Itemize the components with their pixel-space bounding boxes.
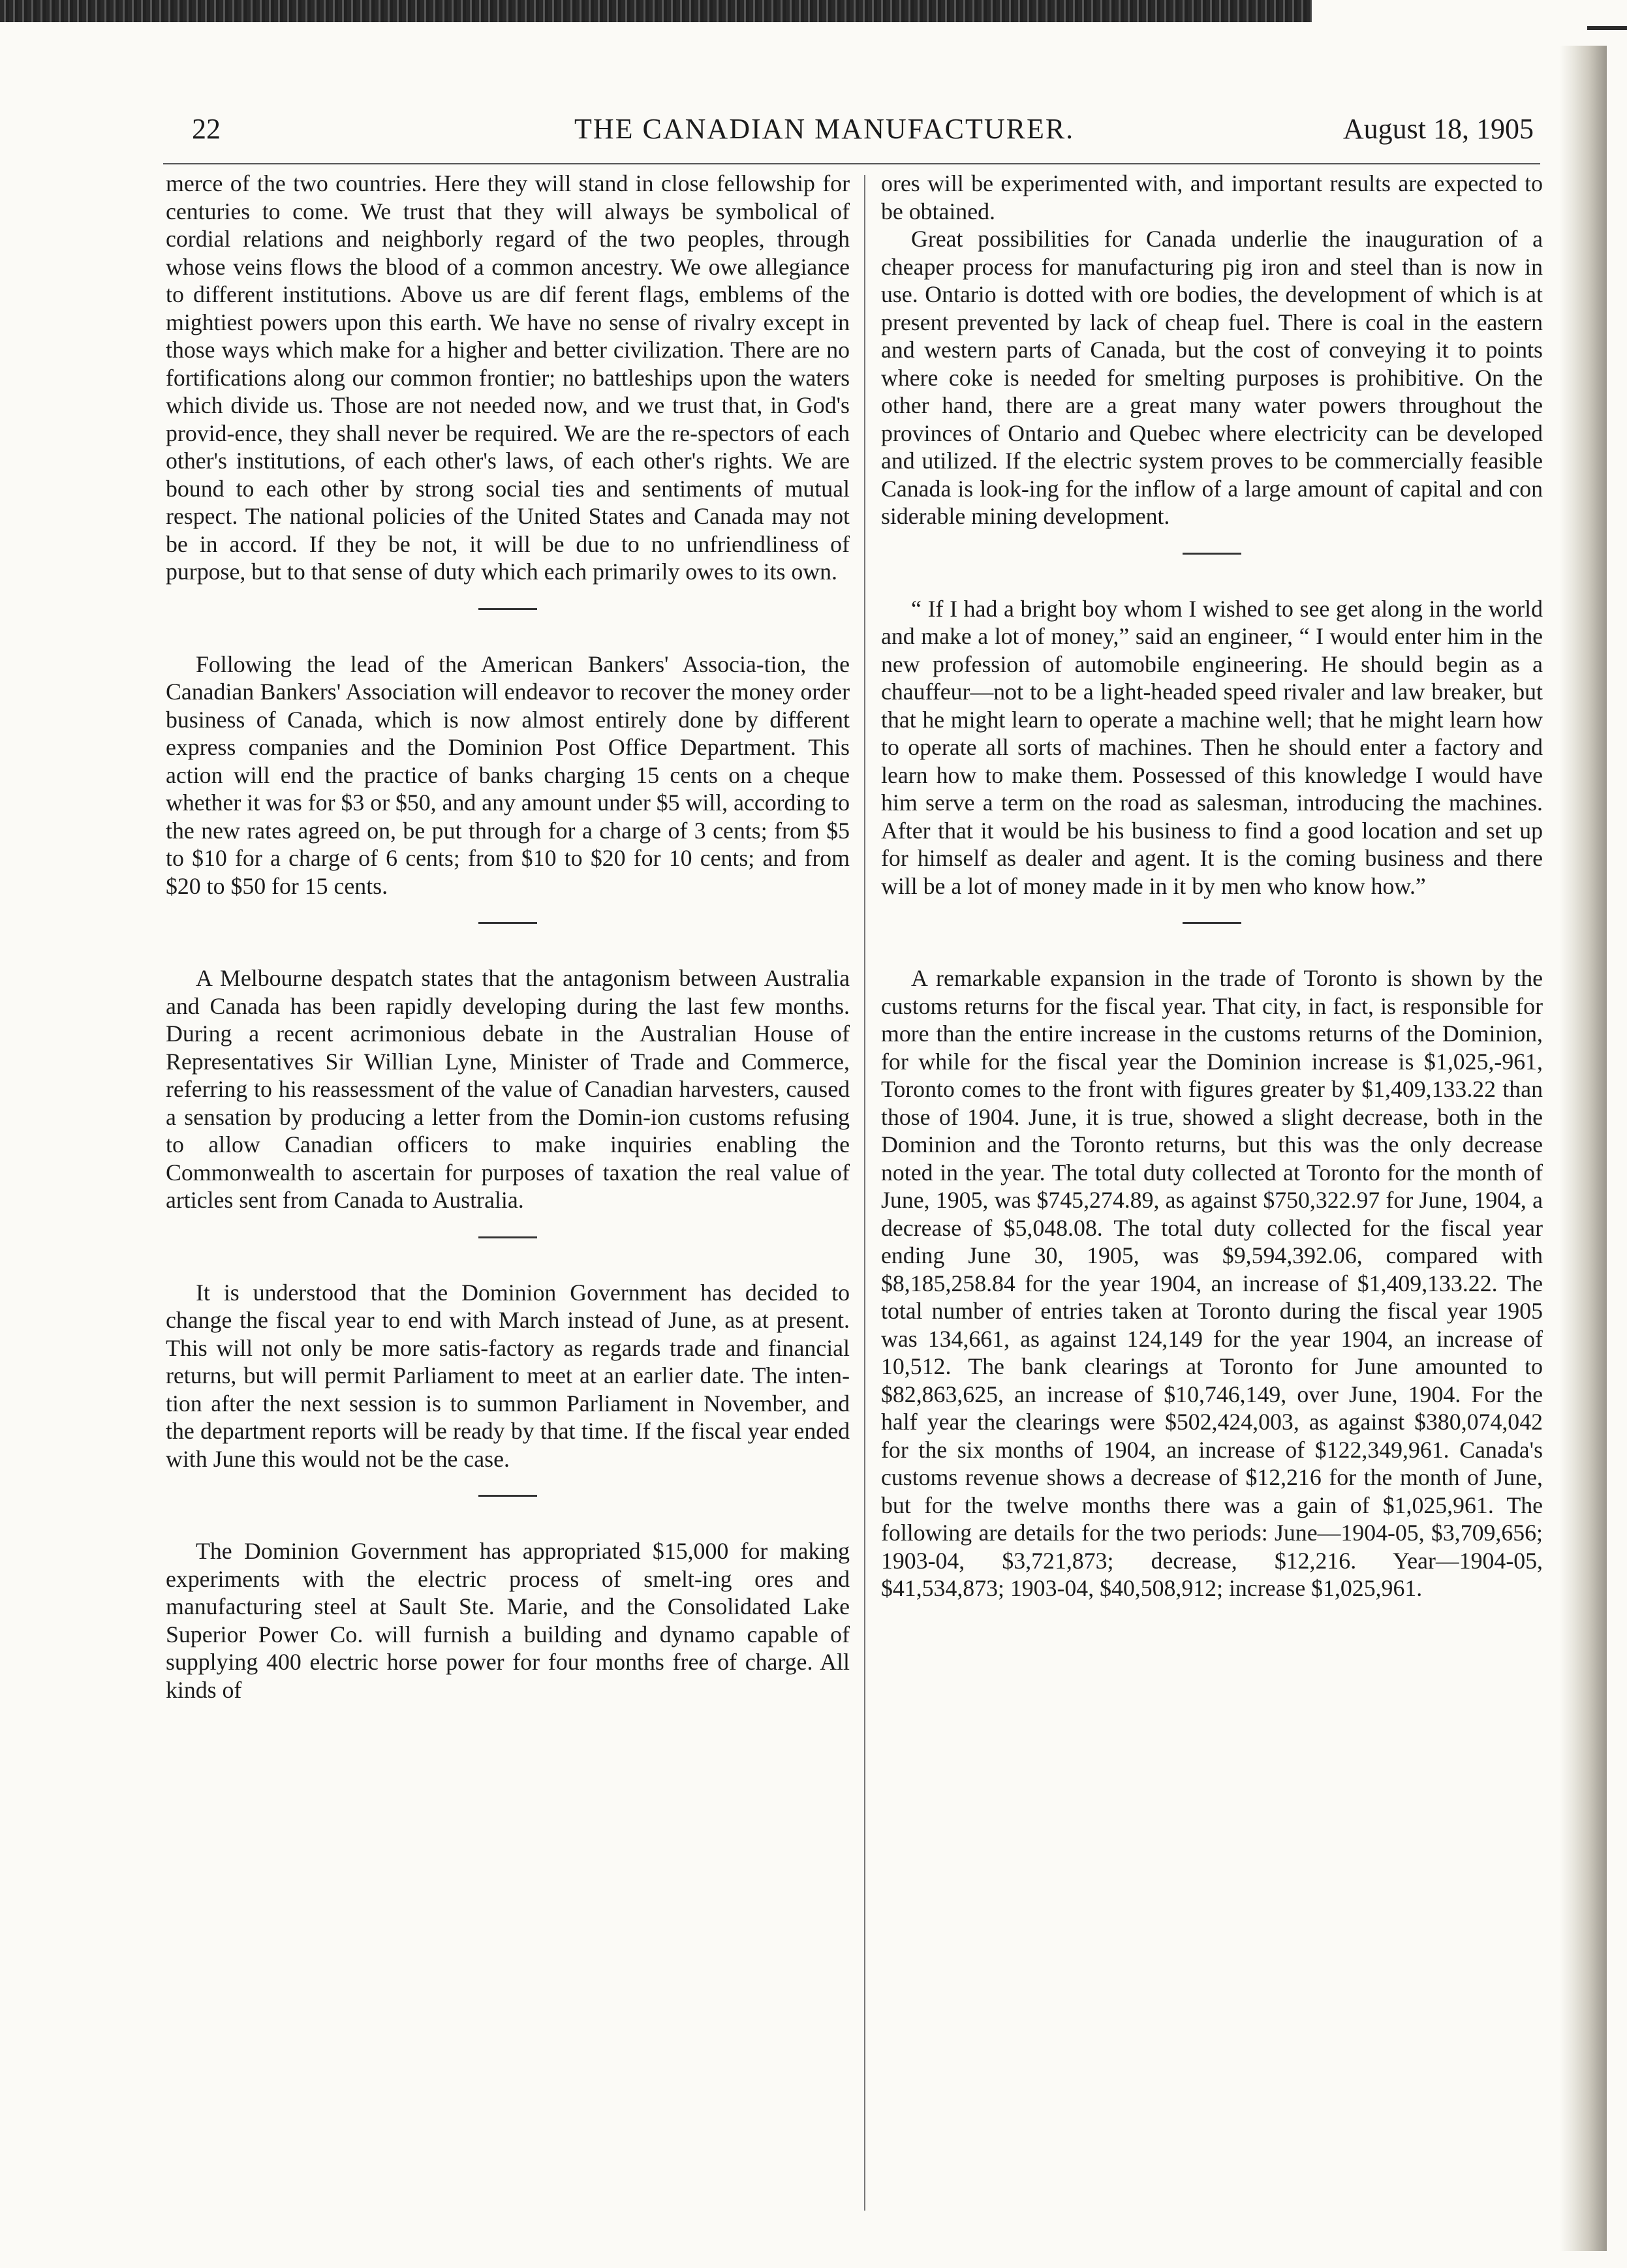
binding-edge [1560,46,1607,2251]
right-column [881,170,1543,2258]
header-rule [163,163,1540,164]
binding-corner [1587,26,1627,47]
page-number: 22 [192,113,221,145]
publication-title: THE CANADIAN MANUFACTURER. [574,113,1075,145]
section-separator [478,922,537,924]
scan-top-border [0,0,1312,22]
issue-date: August 18, 1905 [1342,113,1534,145]
section-separator [478,1236,537,1238]
article-paragraph: ores will be experimented with, and important results are expected to be obtained. [881,170,1543,224]
article-paragraph: Following the lead of the American Bankers' Associa-tion, the Canadian Bankers' Association will endeavor to recover the money order business of Canada, which is now almost entirely done by different express companies and the Dominion Post Office Department. This action will end the practice of banks charging 15 cents on a cheque whether it was for $3 or $50, and any amount under $5 will, according to the new rates agreed on, be put through for a charge of 3 cents; from $5 to $10 for a charge of 6 cents; from $10 to $20 for 10 cents; and from $20 to $50 for 15 cents. [166,651,850,899]
article-paragraph: “ If I had a bright boy whom I wished to see get along in the world and make a lot of money,” said an engineer, “ I would enter him in the new profession of automobile engineering. He should begin as a chauffeur—not to be a light-headed speed rivaler and law breaker, but that he might learn to operate a machine well; that he might learn how to operate all sorts of machines. Then he should enter a factory and learn how to make them. Possessed of this knowledge I would have him serve a term on the road as salesman, introducing the machines. After that it would be his business to find a good location and set up for himself as dealer and agent. It is the coming business and there will be a lot of money made in it by men who know how.” [881,595,1543,899]
article-paragraph: merce of the two countries. Here they will stand in close fellowship for centuries to come. We trust that they will always be symbolical of cordial relations and neighborly regard of the two peoples, through whose veins flows the blood of a common ancestry. We owe allegiance to different institutions. Above us are dif ferent flags, emblems of the mightiest powers upon this earth. We have no sense of rivalry except in those ways which make for a higher and better civilization. There are no fortifications along our common frontier; no battleships upon the waters which divide us. Those are not needed now, and we trust that, in God's provid-ence, they shall never be required. We are the re-spectors of each other's institutions, of each other's laws, of each other's rights. We are bound to each other by strong social ties and sentiments of mutual respect. The national policies of the United States and Canada may not be in accord. If they be not, it will be due to no unfriendliness of purpose, but to that sense of duty which each primarily owes to its own. [166,170,850,585]
page-header [124,110,1534,155]
article-paragraph: Great possibilities for Canada underlie the inauguration of a cheaper process for manufacturing pig iron and steel than is now in use. Ontario is dotted with ore bodies, the development of which is at present prevented by lack of cheap fuel. There is coal in the eastern and western parts of Canada, but the cost of conveying it to points where coke is needed for smelting purposes is prohibitive. On the other hand, there are a great many water powers throughout the provinces of Ontario and Quebec where electricity can be developed and utilized. If the electric system proves to be commercially feasible Canada is look-ing for the inflow of a large amount of capital and con siderable mining development. [881,226,1543,529]
article-paragraph: A Melbourne despatch states that the antagonism between Australia and Canada has been rapidly developing during the last few months. During a recent acrimonious debate in the Australian House of Representatives Sir Willian Lyne, Minister of Trade and Commerce, referring to his reassessment of the value of Canadian harvesters, caused a sensation by producing a letter from the Domin-ion customs refusing to allow Canadian officers to make inquiries enabling the Commonwealth to ascertain for purposes of taxation the real value of articles sent from Canada to Australia. [166,965,850,1213]
left-column [166,170,850,2258]
section-separator [478,608,537,610]
section-separator [1183,922,1241,924]
column-divider [864,175,865,2211]
article-paragraph: A remarkable expansion in the trade of Toronto is shown by the customs returns for the fiscal year. That city, in fact, is responsible for more than the entire increase in the customs returns of the Dominion, for while for the fiscal year the Dominion increase is $1,025,-961, Toronto comes to the front with figures greater by $1,409,133.22 than those of 1904. June, it is true, showed a slight decrease, both in the Dominion and the Toronto returns, but this was the only decrease noted in the year. The total duty collected at Toronto for the month of June, 1905, was $745,274.89, as against $750,322.97 for June, 1904, a decrease of $5,048.08. The total duty collected for the fiscal year ending June 30, 1905, was $9,594,392.06, compared with $8,185,258.84 for the year 1904, an increase of $1,409,133.22. The total number of entries taken at Toronto during the fiscal year 1905 was 134,661, as against 124,149 for the year 1904, an increase of 10,512. The bank clearings at Toronto for June amounted to $82,863,625, an increase of $10,746,149, over June, 1904. For the half year the clearings were $502,424,003, as against $380,074,042 for the six months of 1904, an increase of $122,349,961. Canada's customs revenue shows a decrease of $12,216 for the month of June, but for the twelve months there was a gain of $1,025,961. The following are details for the two periods: June—1904-05, $3,709,656; 1903-04, $3,721,873; decrease, $12,216. Year—1904-05, $41,534,873; 1903-04, $40,508,912; increase $1,025,961. [881,965,1543,1601]
section-separator [1183,553,1241,555]
article-paragraph: It is understood that the Dominion Government has decided to change the fiscal year to end with March instead of June, as at present. This will not only be more satis-factory as regards trade and financial returns, but will permit Parliament to meet at an earlier date. The inten-tion after the next session is to summon Parliament in November, and the department reports will be ready by that time. If the fiscal year ended with June this would not be the case. [166,1279,850,1472]
article-paragraph: The Dominion Government has appropriated $15,000 for making experiments with the electric process of smelt-ing ores and manufacturing steel at Sault Ste. Marie, and the Consolidated Lake Superior Power Co. will furnish a building and dynamo capable of supplying 400 electric horse power for four months free of charge. All kinds of [166,1538,850,1703]
section-separator [478,1495,537,1497]
